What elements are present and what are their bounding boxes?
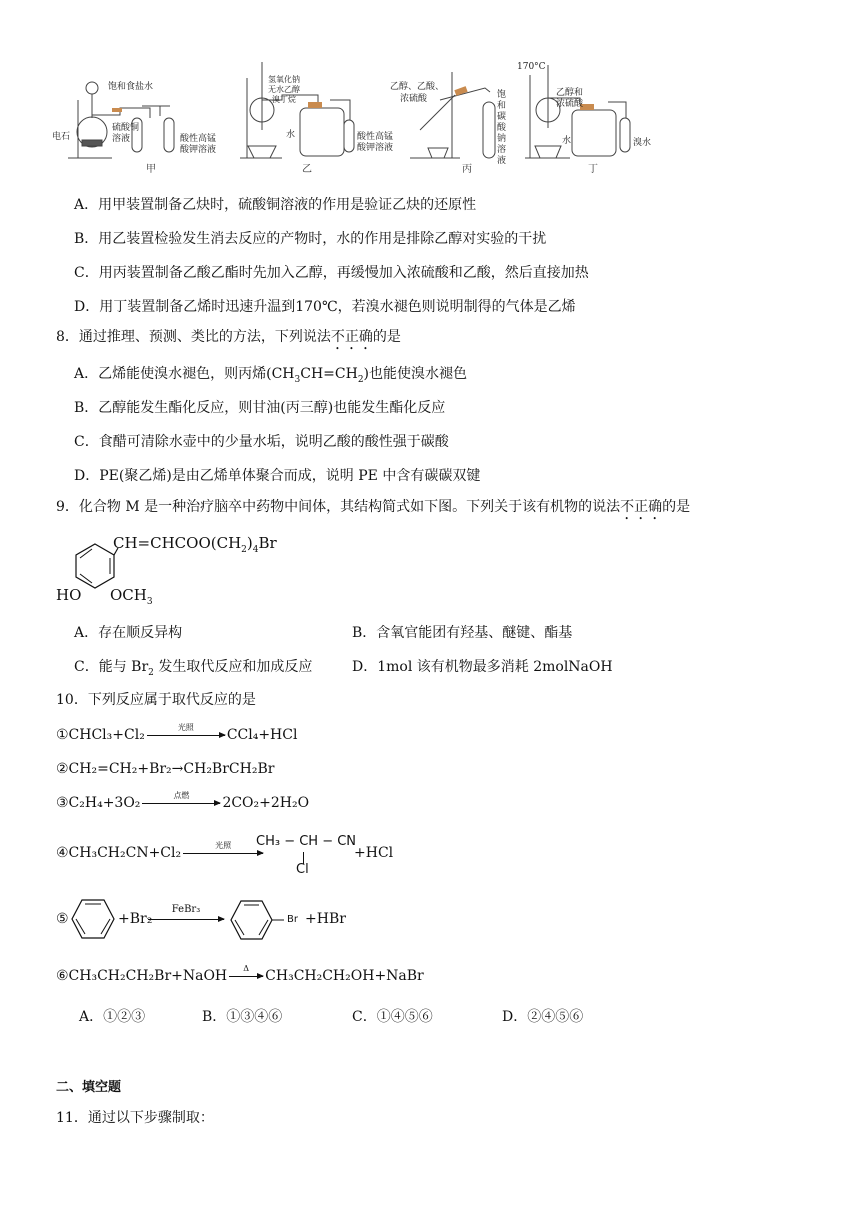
yi-label-naoh: 氢氧化钠 (268, 75, 300, 84)
q10-reaction-3: ③C₂H₄+3O₂ 点燃 2CO₂+2H₂O (56, 790, 310, 811)
q7-option-c: C．用丙装置制备乙酸乙酯时先加入乙醇，再缓慢加入浓硫酸和乙酸，然后直接加热 (74, 265, 589, 281)
q8-option-d: D．PE(聚乙烯)是由乙烯单体聚合而成，说明 PE 中含有碳碳双键 (74, 468, 481, 484)
q9-stem: 9．化合物 M 是一种治疗脑卒中药物中间体，其结构简式如下图。下列关于该有机物的说法不正确的是 (56, 499, 691, 515)
q10-r5-number: ⑤ (56, 911, 69, 927)
q10-reaction-6: ⑥CH₃CH₂CH₂Br+NaOH Δ CH₃CH₂CH₂OH+NaBr (56, 963, 424, 984)
bing-label-v5: 钠 (497, 134, 507, 144)
q7-option-b: B．用乙装置检验发生消去反应的产物时，水的作用是排除乙醇对实验的干扰 (74, 231, 547, 247)
q10-reaction-1: ①CHCl₃+Cl₂ 光照 CCl₄+HCl (56, 722, 298, 743)
yi-label-kmno4b: 酸钾溶液 (357, 143, 394, 153)
bing-label-v4: 酸 (497, 123, 507, 133)
jia-label-kmno4b: 酸钾溶液 (180, 145, 217, 155)
q9-struct-ho: HO (56, 586, 82, 604)
q9-struct-och3: $OCH_3$ (110, 586, 153, 607)
q8-option-a: A．乙烯能使溴水褪色，则丙烯$(CH_3CH=CH_2)$也能使溴水褪色 (74, 366, 468, 385)
q9-struct-chain: $CH=CHCOO(CH_2)_4Br$ (113, 534, 277, 555)
yi-label-ethanol: 无水乙醇 (268, 85, 300, 94)
bing-label-v3: 碳 (497, 112, 507, 122)
jia-label-funnel: 饱和食盐水 (108, 82, 154, 92)
q8-stem: 8．通过推理、预测、类比的方法，下列说法不正确的是 (56, 329, 401, 345)
jia-label-cuso4b: 溶液 (112, 134, 131, 144)
jia-label-carbide: 电石 (52, 132, 71, 142)
q8-option-c: C．食醋可清除水壶中的少量水垢，说明乙酸的酸性强于碳酸 (74, 434, 449, 450)
q9-option-b: B．含氧官能团有羟基、醚键、酯基 (352, 625, 573, 641)
q10-r5-hbr: +HBr (305, 911, 346, 927)
ding-label-h2so4: 浓硫酸 (556, 99, 584, 109)
q10-r5-bromobenzene-icon (230, 898, 286, 942)
q8-option-b: B．乙醇能发生酯化反应，则甘油(丙三醇)也能发生酯化反应 (74, 400, 446, 416)
q10-reaction-2: ②CH₂=CH₂+Br₂→CH₂BrCH₂Br (56, 761, 275, 777)
q10-reaction-4: ④CH₃CH₂CN+Cl₂ 光照 (56, 843, 265, 863)
caption-yi: 乙 (302, 164, 312, 175)
bing-label-reagents: 乙醇、乙酸、 (390, 82, 445, 92)
bing-label-v1: 饱 (497, 90, 507, 100)
yi-label-water: 水 (286, 130, 296, 140)
q10-option-a: A．①②③ (79, 1009, 146, 1025)
q10-r4-hcl: +HCl (354, 845, 394, 861)
q9-option-a: A．存在顺反异构 (74, 625, 183, 641)
q11-stem: 11．通过以下步骤制取： (56, 1110, 214, 1126)
bing-label-v7: 液 (497, 156, 507, 166)
q7-option-a: A．用甲装置制备乙炔时，硫酸铜溶液的作用是验证乙炔的还原性 (74, 197, 477, 213)
ding-label-temp: 170°C (517, 62, 546, 72)
bing-label-v6: 溶 (497, 145, 507, 155)
q10-r5-br2: +Br₂ (118, 911, 153, 927)
yi-label-bromo: 溴丁烷 (272, 95, 296, 104)
q10-r4-product-top: CH₃ − CH − CN (256, 834, 357, 849)
ding-label-bromine: 溴水 (633, 138, 652, 148)
q7-option-d: D．用丁装置制备乙烯时迅速升温到170℃，若溴水褪色则说明制得的气体是乙烯 (74, 299, 576, 315)
q10-option-b: B．①③④⑥ (202, 1009, 283, 1025)
jia-label-cuso4: 硫酸铜 (112, 123, 140, 133)
q9-option-d: D．1mol 该有机物最多消耗 2molNaOH (352, 659, 613, 675)
q10-r5-br: Br (287, 914, 298, 925)
q10-r5-benzene-icon (70, 896, 116, 942)
bing-label-h2so4: 浓硫酸 (400, 94, 428, 104)
q9-option-c: C．能与 $Br_2$ 发生取代反应和加成反应 (74, 659, 313, 678)
caption-bing: 丙 (462, 164, 472, 175)
caption-ding: 丁 (588, 164, 598, 175)
yi-label-kmno4: 酸性高锰 (357, 132, 394, 142)
q10-option-c: C．①④⑤⑥ (352, 1009, 433, 1025)
ding-label-ethanol: 乙醇和 (556, 88, 584, 98)
bing-label-v2: 和 (497, 101, 507, 111)
ding-label-water: 水 (562, 136, 572, 146)
jia-label-kmno4: 酸性高锰 (180, 134, 217, 144)
caption-jia: 甲 (146, 164, 156, 175)
q10-r4-product-cl: Cl (296, 862, 309, 877)
q10-option-d: D．②④⑤⑥ (502, 1009, 584, 1025)
q10-r5-arrow: FeBr₃ (146, 909, 226, 929)
section-title-fill-in: 二、填空题 (56, 1080, 122, 1095)
q10-stem: 10．下列反应属于取代反应的是 (56, 692, 256, 708)
